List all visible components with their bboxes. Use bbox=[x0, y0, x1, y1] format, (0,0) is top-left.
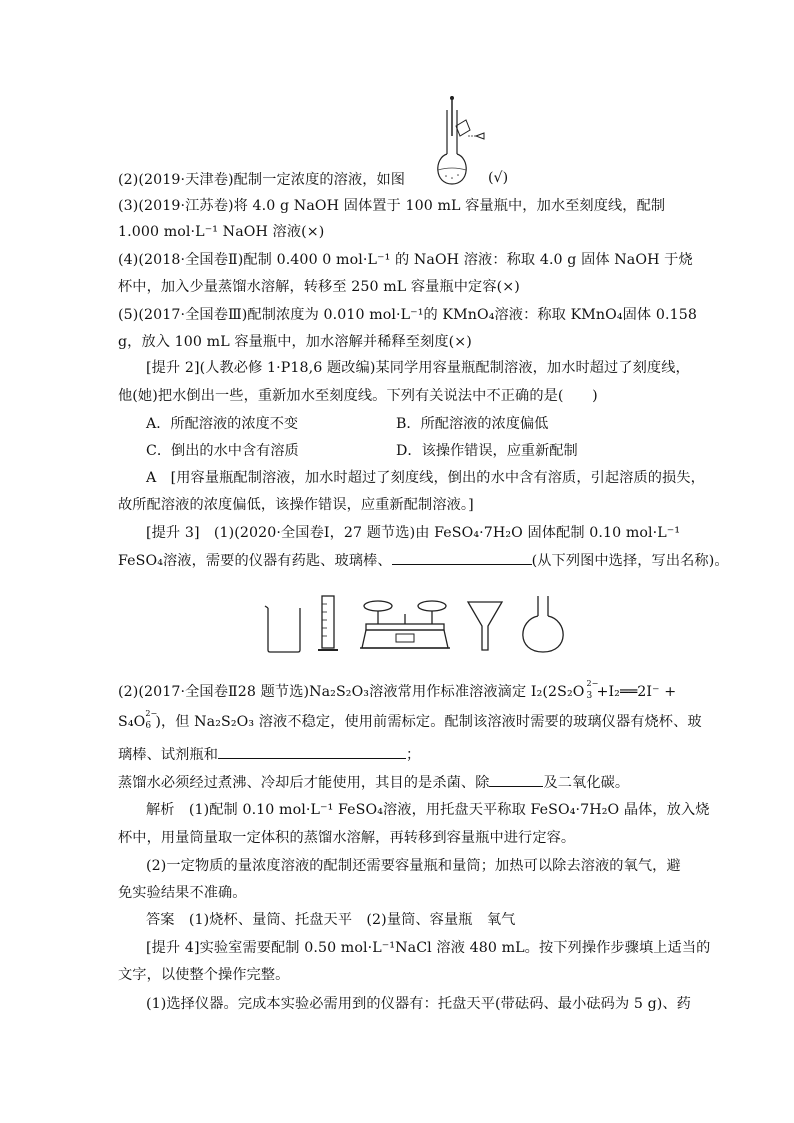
t2-option-a: A．所配溶液的浓度不变 bbox=[146, 416, 299, 432]
funnel-icon bbox=[468, 602, 502, 650]
graduated-cylinder-icon bbox=[318, 596, 338, 650]
t3-2-sup1: 2− bbox=[586, 679, 599, 688]
t3-2-line4-text-a: 蒸馏水必须经过煮沸、冷却后才能使用，其目的是杀菌、除 bbox=[118, 775, 490, 791]
q4-line1: (4)(2018·全国卷Ⅱ)配制 0.400 0 mol·L⁻¹ 的 NaOH 溶液：称取 4.0 g 固体 NaOH 于烧 bbox=[118, 252, 693, 268]
t3-2-line1-text-a: (2)(2017·全国卷Ⅱ28 题节选)Na₂S₂O₃溶液常用作标准溶液滴定 I₂(2S₂O bbox=[118, 684, 585, 700]
t3-2-line3-text-b: ； bbox=[406, 747, 421, 763]
beaker-icon bbox=[265, 606, 300, 652]
t3-line1: [提升 3] (1)(2020·全国卷Ⅰ，27 题节选)由 FeSO₄·7H₂O 固体配制 0.10 mol·L⁻¹ bbox=[146, 525, 681, 541]
t3-2-ion-charge-2 bbox=[145, 709, 158, 731]
q5-line1: (5)(2017·全国卷Ⅲ)配制浓度为 0.010 mol·L⁻¹的 KMnO₄溶液：称取 KMnO₄固体 0.158 bbox=[118, 307, 697, 323]
t3-2-line2-text-a: S₄O bbox=[118, 714, 146, 730]
t3-2-line2 bbox=[118, 709, 702, 732]
t3-answer-blank bbox=[392, 550, 532, 565]
t3-2-line2-text-b: )，但 Na₂S₂O₃ 溶液不稳定，使用前需标定。配制该溶液时需要的玻璃仪器有烧杯、玻 bbox=[155, 714, 702, 730]
explanation-line3: (2)一定物质的量浓度溶液的配制还需要容量瓶和量筒；加热可以除去溶液的氧气，避 bbox=[146, 858, 681, 874]
t2-answer-line2: 故所配溶液的浓度偏低，该操作错误，应重新配制溶液。] bbox=[118, 497, 474, 513]
t3-2-sup2: 2− bbox=[145, 709, 158, 718]
t3-2-answer-blank-2 bbox=[489, 772, 543, 787]
t3-line2-text-b: (从下列图中选择，写出名称)。 bbox=[531, 553, 729, 569]
volumetric-flask-figure bbox=[432, 96, 492, 186]
balance-icon bbox=[360, 601, 450, 648]
t3-line2-text-a: FeSO₄溶液，需要的仪器有药匙、玻璃棒、 bbox=[118, 553, 392, 569]
q2-mark: (√) bbox=[488, 170, 509, 186]
t2-line1: [提升 2](人教必修 1·P18,6 题改编)某同学用容量瓶配制溶液，加水时超过了刻度线， bbox=[146, 360, 690, 376]
explanation-line1: 解析 (1)配制 0.10 mol·L⁻¹ FeSO₄溶液，用托盘天平称取 FeSO₄·7H₂O 晶体，放入烧 bbox=[146, 802, 710, 818]
t3-2-sub1: 3 bbox=[586, 691, 593, 701]
t3-2-line3 bbox=[118, 744, 420, 765]
q3-line1: (3)(2019·江苏卷)将 4.0 g NaOH 固体置于 100 mL 容量瓶中，加水至刻度线，配制 bbox=[118, 198, 666, 214]
t2-option-d: D．该操作错误，应重新配制 bbox=[396, 443, 578, 459]
t3-2-line1-text-b: +I₂══2I⁻ + bbox=[596, 684, 677, 700]
t3-2-ion-charge-1 bbox=[584, 679, 599, 701]
t2-line2: 他(她)把水倒出一些，重新加水至刻度线。下列有关说法中不正确的是( ) bbox=[118, 388, 598, 404]
round-bottom-flask-icon bbox=[523, 596, 563, 652]
t3-2-line1 bbox=[118, 679, 677, 702]
q2-line bbox=[118, 170, 405, 190]
explanation-line2: 杯中，用量筒量取一定体积的蒸馏水溶解，再转移到容量瓶中进行定容。 bbox=[118, 830, 576, 846]
t3-line2 bbox=[118, 550, 729, 571]
t3-2-line4 bbox=[118, 772, 629, 793]
q4-line2: 杯中，加入少量蒸馏水溶解，转移至 250 mL 容量瓶中定容(×) bbox=[118, 279, 520, 295]
t4-line1: [提升 4]实验室需要配制 0.50 mol·L⁻¹NaCl 溶液 480 mL。按下列操作步骤填上适当的 bbox=[146, 940, 711, 956]
t3-2-line3-text-a: 璃棒、试剂瓶和 bbox=[118, 747, 219, 763]
t3-2-answer-blank-1 bbox=[218, 744, 406, 759]
t2-option-b: B．所配溶液的浓度偏低 bbox=[396, 416, 549, 432]
t3-2-sub2: 6 bbox=[145, 721, 152, 731]
apparatus-figure-row bbox=[262, 594, 582, 656]
t2-answer-line1: A [用容量瓶配制溶液，加水时超过了刻度线，倒出的水中含有溶质，引起溶质的损失， bbox=[146, 470, 705, 486]
answer-line: 答案 (1)烧杯、量筒、托盘天平 (2)量筒、容量瓶 氧气 bbox=[146, 912, 516, 928]
q3-line2: 1.000 mol·L⁻¹ NaOH 溶液(×) bbox=[118, 224, 325, 240]
t3-2-line4-text-b: 及二氧化碳。 bbox=[543, 775, 630, 791]
t4-line2: 文字，以使整个操作完整。 bbox=[118, 967, 290, 983]
t2-option-c: C．倒出的水中含有溶质 bbox=[146, 443, 299, 459]
q5-line2: g，放入 100 mL 容量瓶中，加水溶解并稀释至刻度(×) bbox=[118, 334, 472, 350]
explanation-line4: 免实验结果不准确。 bbox=[118, 885, 247, 901]
t4-line3: (1)选择仪器。完成本实验必需用到的仪器有：托盘天平(带砝码、最小砝码为 5 g)、药 bbox=[146, 996, 691, 1012]
q2-text: (2)(2019·天津卷)配制一定浓度的溶液，如图 bbox=[118, 172, 406, 188]
